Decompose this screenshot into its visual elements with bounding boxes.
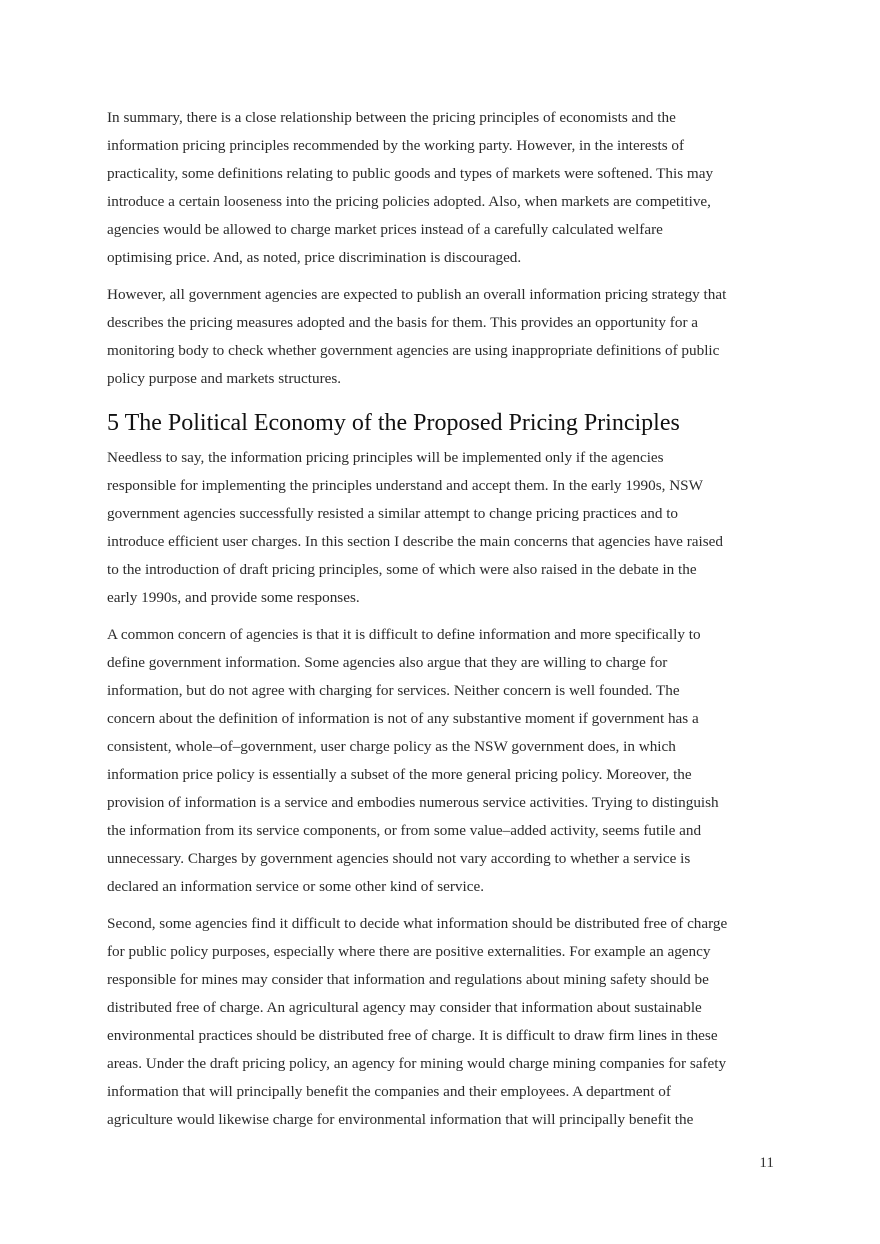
text-line: define government information. Some agencies also argue that they are willing to charge for xyxy=(107,654,668,671)
text-line: information that will principally benefit the companies and their employees. A department of xyxy=(107,1083,671,1100)
text-line: responsible for implementing the principles understand and accept them. In the early 1990s, NSW xyxy=(107,477,703,494)
text-line: optimising price. And, as noted, price discrimination is discouraged. xyxy=(107,249,522,266)
text-line: agencies would be allowed to charge market prices instead of a carefully calculated welfare xyxy=(107,221,663,238)
text-line: government agencies successfully resisted a similar attempt to change pricing practices and to xyxy=(107,505,679,522)
text-line: Needless to say, the information pricing principles will be implemented only if the agencies xyxy=(107,449,664,466)
text-line: A common concern of agencies is that it is difficult to define information and more specifically to xyxy=(107,626,701,643)
text-line: the information from its service components, or from some value–added activity, seems futile and xyxy=(107,822,702,839)
text-line: Second, some agencies find it difficult to decide what information should be distributed free of charge xyxy=(107,915,728,932)
text-line: However, all government agencies are expected to publish an overall information pricing strategy that xyxy=(107,286,727,303)
page-body xyxy=(107,104,777,1143)
text-line: agriculture would likewise charge for environmental information that will principally benefit the xyxy=(107,1111,694,1128)
paragraph-pricing-strategy xyxy=(107,281,777,393)
paragraph-introduction xyxy=(107,444,777,612)
text-line: information price policy is essentially a subset of the more general pricing policy. Moreover, the xyxy=(107,766,692,783)
paragraph-summary xyxy=(107,104,777,272)
text-line: concern about the definition of information is not of any substantive moment if government has a xyxy=(107,710,699,727)
text-line: provision of information is a service and embodies numerous service activities. Trying to distinguish xyxy=(107,794,719,811)
text-line: environmental practices should be distributed free of charge. It is difficult to draw firm lines in these xyxy=(107,1027,718,1044)
text-line: introduce efficient user charges. In this section I describe the main concerns that agencies have raised xyxy=(107,533,723,550)
page-number: 11 xyxy=(759,1154,774,1171)
text-line: monitoring body to check whether government agencies are using inappropriate definitions of public xyxy=(107,342,720,359)
text-line: practicality, some definitions relating to public goods and types of markets were softened. This may xyxy=(107,165,714,182)
text-line: early 1990s, and provide some responses. xyxy=(107,589,360,606)
paragraph-definition-concern xyxy=(107,621,777,901)
text-line: areas. Under the draft pricing policy, an agency for mining would charge mining companies for safety xyxy=(107,1055,727,1072)
section-heading: 5 The Political Economy of the Proposed Pricing Principles xyxy=(107,410,680,436)
text-line: to the introduction of draft pricing principles, some of which were also raised in the debate in the xyxy=(107,561,697,578)
text-line: In summary, there is a close relationship between the pricing principles of economists and the xyxy=(107,109,676,126)
text-line: introduce a certain looseness into the pricing policies adopted. Also, when markets are competitive, xyxy=(107,193,711,210)
text-line: unnecessary. Charges by government agencies should not vary according to whether a service is xyxy=(107,850,691,867)
text-line: consistent, whole–of–government, user charge policy as the NSW government does, in which xyxy=(107,738,676,755)
text-line: policy purpose and markets structures. xyxy=(107,370,342,387)
text-line: distributed free of charge. An agricultural agency may consider that information about sustainable xyxy=(107,999,702,1016)
text-line: describes the pricing measures adopted and the basis for them. This provides an opportunity for a xyxy=(107,314,699,331)
text-line: responsible for mines may consider that information and regulations about mining safety should be xyxy=(107,971,709,988)
paragraph-free-distribution xyxy=(107,910,777,1134)
text-line: for public policy purposes, especially where there are positive externalities. For example an agency xyxy=(107,943,711,960)
text-line: declared an information service or some other kind of service. xyxy=(107,878,485,895)
text-line: information, but do not agree with charging for services. Neither concern is well founded. The xyxy=(107,682,680,699)
text-line: information pricing principles recommended by the working party. However, in the interests of xyxy=(107,137,685,154)
